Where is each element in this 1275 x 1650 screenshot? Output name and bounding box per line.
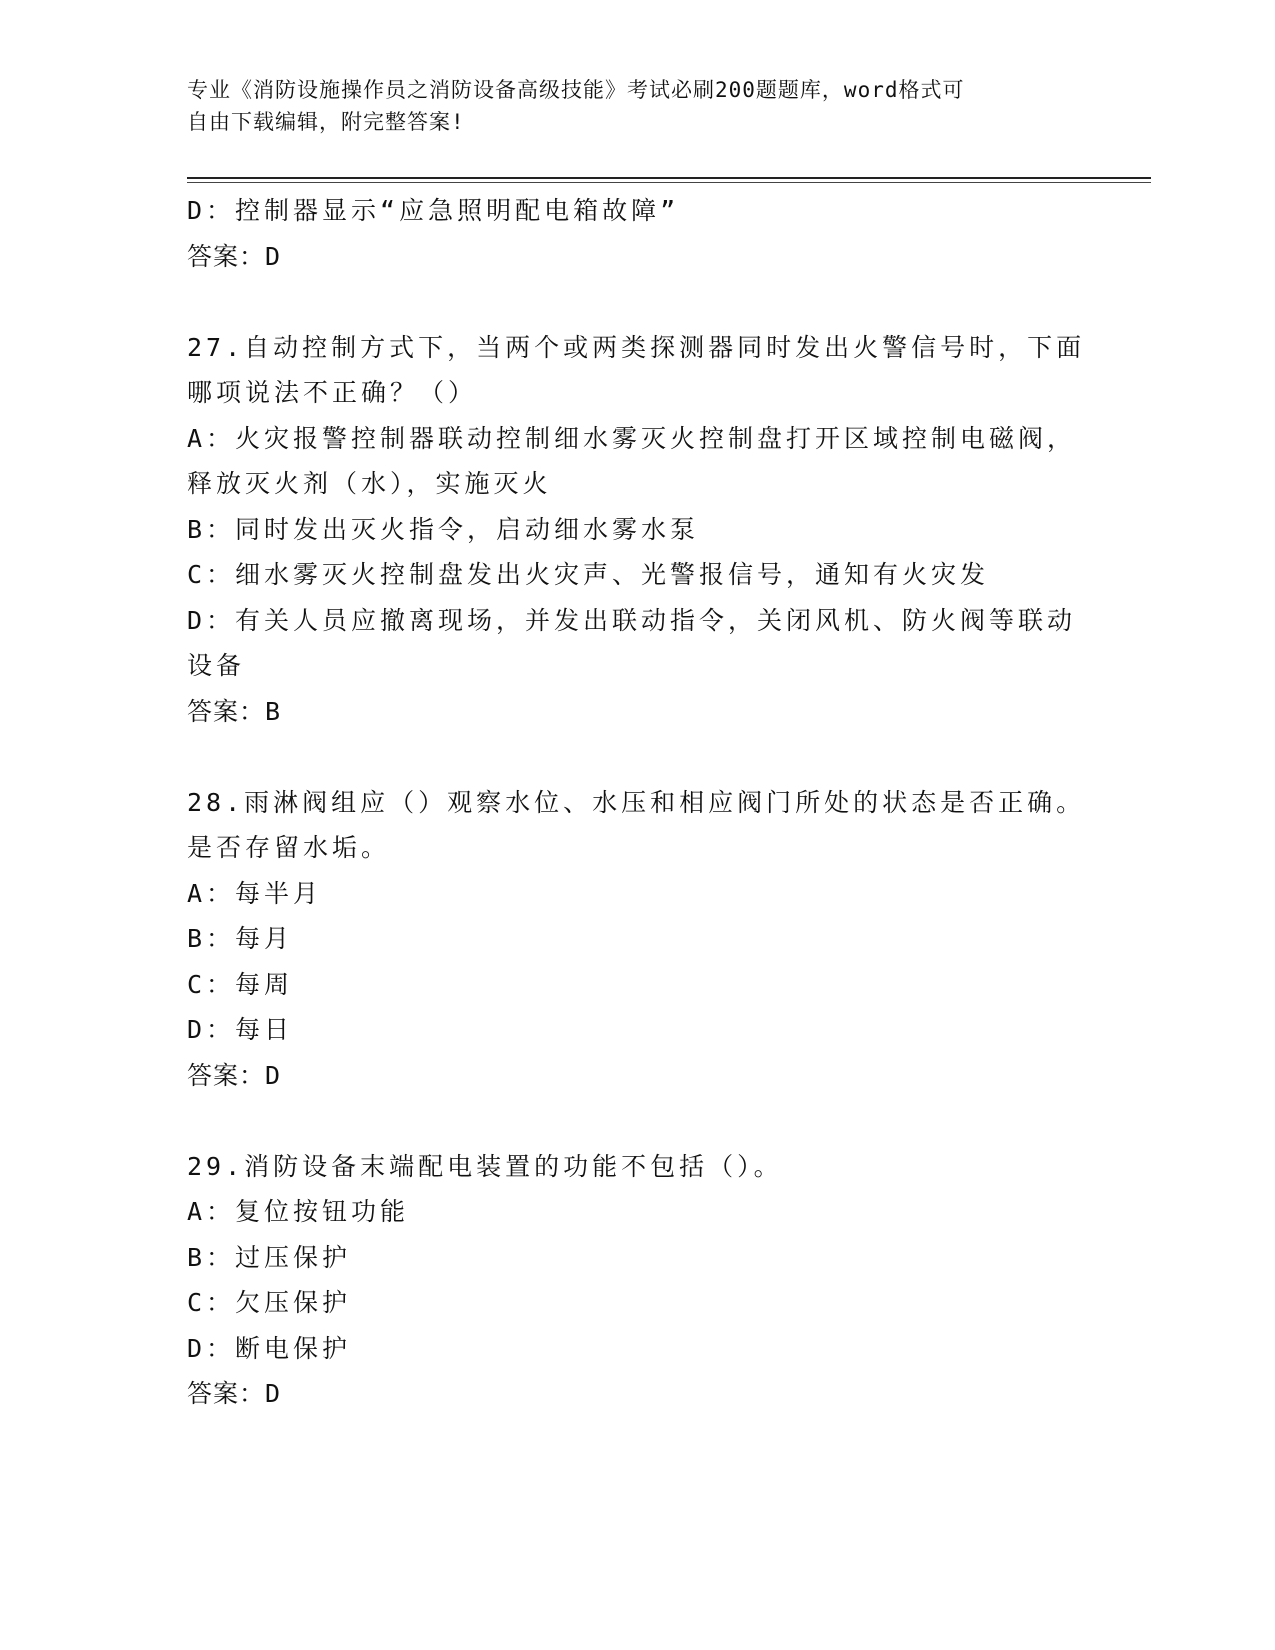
- question-content: [187, 188, 1087, 1417]
- question-stem: 29.消防设备末端配电装置的功能不包括（）。: [187, 1151, 783, 1181]
- header-line-1: 专业《消防设施操作员之消防设备高级技能》考试必刷200题题库，word格式可: [187, 78, 965, 102]
- option-d-continued: 设备: [187, 651, 246, 680]
- spacer: [187, 279, 1087, 325]
- option-d: D：有关人员应撤离现场，并发出联动指令，关闭风机、防火阀等联动: [187, 605, 1077, 635]
- option-b: B：同时发出灭火指令，启动细水雾水泵: [187, 514, 700, 544]
- question-27: [187, 325, 1087, 735]
- option-d: D：每日: [187, 1015, 294, 1044]
- option-a: A：复位按钮功能: [187, 1197, 410, 1226]
- header-divider-thin: [187, 182, 1151, 183]
- answer: 答案：D: [187, 241, 282, 271]
- option-a-continued: 释放灭火剂（水），实施灭火: [187, 469, 552, 498]
- option-b: B：过压保护: [187, 1242, 352, 1272]
- option-d: D：控制器显示“应急照明配电箱故障”: [187, 196, 680, 225]
- option-c: C：每周: [187, 969, 294, 999]
- question-26-continued: [187, 188, 1087, 279]
- spacer: [187, 734, 1087, 780]
- page-header: [187, 74, 1067, 138]
- header-line-2: 自由下载编辑，附完整答案!: [187, 110, 465, 134]
- question-29: [187, 1144, 1087, 1417]
- option-c: C：细水雾灭火控制盘发出火灾声、光警报信号，通知有火灾发: [187, 560, 990, 589]
- option-a: A：每半月: [187, 878, 323, 908]
- question-stem-continued: 哪项说法不正确？（）: [187, 378, 478, 407]
- question-28: [187, 780, 1087, 1099]
- answer: 答案：D: [187, 1379, 282, 1408]
- answer: 答案：D: [187, 1060, 282, 1090]
- question-stem: 28.雨淋阀组应（）观察水位、水压和相应阀门所处的状态是否正确。: [187, 787, 1086, 817]
- question-stem: 27.自动控制方式下，当两个或两类探测器同时发出火警信号时，下面: [187, 332, 1086, 362]
- answer: 答案：B: [187, 696, 282, 726]
- option-c: C：欠压保护: [187, 1288, 352, 1317]
- option-a: A：火灾报警控制器联动控制细水雾灭火控制盘打开区域控制电磁阀，: [187, 423, 1077, 453]
- question-stem-continued: 是否存留水垢。: [187, 833, 391, 862]
- header-divider-thick: [187, 177, 1151, 179]
- option-d: D：断电保护: [187, 1333, 352, 1363]
- option-b: B：每月: [187, 924, 294, 953]
- spacer: [187, 1098, 1087, 1144]
